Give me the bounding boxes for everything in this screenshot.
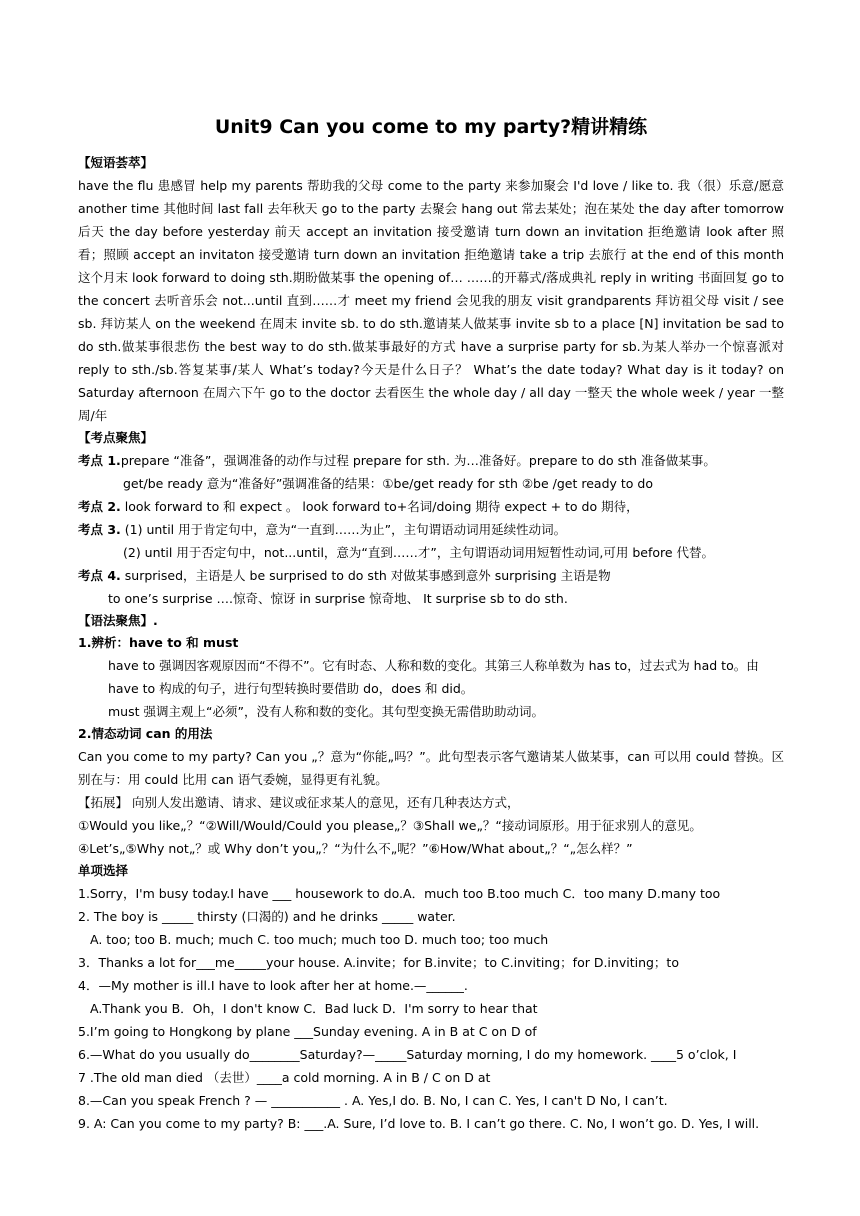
grammar-2-expressions-a: ①Would you like„？“②Will/Would/Could you please„？③Shall we„？“接动词原形。用于征求别人的意见。 — [78, 818, 702, 833]
grammar-2-extension: 【拓展】 向别人发出邀请、请求、建议或征求某人的意见，还有几种表达方式， — [78, 795, 520, 810]
phrases-paragraph: have the flu 患感冒 help my parents 帮助我的父母 come to the party 来参加聚会 I'd love / like to. 我（很）乐意/愿意 another time 其他时间 last fall 去年秋天 go to the party 去聚会 hang out 常去某处；泡在某处 the day after tomorrow 后天 the day before yesterday 前天 accept an invitation 接受邀请 turn down an invitation 拒绝邀请 look after 照看；照顾 accept an invitaton 接受邀请 turn down an invitation 拒绝邀请 take a trip 去旅行 at the end of this month 这个月末 look forward to doing sth.期盼做某事 the opening of… ……的开幕式/落成典礼 reply in writing 书面回复 go to the concert 去听音乐会 not...until 直到……才 meet my friend 会见我的朋友 visit grandparents 拜访祖父母 visit / see sb. 拜访某人 on the weekend 在周末 invite sb. to do sth.邀请某人做某事 invite sb to a place [N] invitation be sad to do sth.做某事很悲伤 the best way to do sth.做某事最好的方式 have a surprise party for sb.为某人举办一个惊喜派对 reply to sth./sb.答复某事/某人 What’s today?今天是什么日子？ What’s the date today? What day is it today? on Saturday afternoon 在周六下午 go to the doctor 去看医生 the whole day / all day 一整天 the whole week / year 一整周/年 — [78, 178, 784, 423]
point-2 — [78, 495, 784, 518]
question-9: 9. A: Can you come to my party? B: ___.A. Sure, I’d love to. B. I can’t go there. C. No, I won’t go. D. Yes, I will. — [78, 1116, 760, 1131]
point-4-label: 考点 4. — [78, 568, 121, 583]
point-4 — [78, 564, 784, 587]
document-page — [78, 114, 784, 1135]
point-4-sub: to one’s surprise ….惊奇、惊讶 in surprise 惊奇地、 It surprise sb to do sth. — [108, 591, 568, 606]
point-4-text: surprised，主语是人 be surprised to do sth 对做某事感到意外 surprising 主语是物 — [120, 568, 611, 583]
question-7: 7 .The old man died （去世）____a cold morning. A in B / C on D at — [78, 1070, 491, 1085]
quiz-heading: 单项选择 — [78, 863, 129, 878]
point-1 — [78, 449, 784, 472]
question-8: 8.—Can you speak French ? — ___________ . A. Yes,I do. B. No, I can C. Yes, I can't D No, I can’t. — [78, 1093, 668, 1108]
question-2-options: A. too; too B. much; much C. too much; much too D. much too; too much — [90, 932, 549, 947]
question-4: 4．—My mother is ill.I have to look after her at home.—______. — [78, 978, 468, 993]
point-2-text: look forward to 和 expect 。 look forward to+名词/doing 期待 expect + to do 期待， — [120, 499, 639, 514]
point-3-sub: (2) until 用于否定句中，not...until，意为“直到……才”，主句谓语动词用短暂性动词,可用 before 代替。 — [123, 545, 715, 560]
point-3-text: (1) until 用于肯定句中，意为“一直到……为止”，主句谓语动词用延续性动词。 — [120, 522, 567, 537]
grammar-1-must: must 强调主观上“必须”，没有人称和数的变化。其句型变换无需借助助动词。 — [108, 704, 544, 719]
grammar-heading: 【语法聚焦】. — [78, 613, 158, 628]
grammar-1-heading: 1.辨析：have to 和 must — [78, 635, 239, 650]
point-1-sub: get/be ready 意为“准备好”强调准备的结果：①be/get ready for sth ②be /get ready to do — [123, 476, 653, 491]
page-title: Unit9 Can you come to my party?精讲精练 — [214, 116, 648, 138]
grammar-2-expressions-b: ④Let’s„⑤Why not„？或 Why don’t you„？“为什么不„呢？”⑥How/What about„？“„怎么样？” — [78, 841, 633, 856]
grammar-2-can: Can you come to my party? Can you „？意为“你能„吗？”。此句型表示客气邀请某人做某事，can 可以用 could 替换。区别在与：用 could 比用 can 语气委婉，显得更有礼貌。 — [78, 749, 784, 787]
point-3-label: 考点 3. — [78, 522, 121, 537]
question-2: 2. The boy is _____ thirsty (口渴的) and he drinks _____ water. — [78, 909, 456, 924]
grammar-1-have-to: have to 强调因客观原因而“不得不”。它有时态、人称和数的变化。其第三人称单数为 has to，过去式为 had to。由 have to 构成的句子，进行句型转换时要借助 do，does 和 did。 — [108, 658, 759, 696]
point-1-text: prepare “准备”，强调准备的动作与过程 prepare for sth. 为…准备好。prepare to do sth 准备做某事。 — [120, 453, 716, 468]
question-5: 5.I’m going to Hongkong by plane ___Sunday evening. A in B at C on D of — [78, 1024, 537, 1039]
points-heading: 【考点聚焦】 — [78, 430, 154, 445]
question-4-options: A.Thank you B．Oh，I don't know C．Bad luck D．I'm sorry to hear that — [90, 1001, 538, 1016]
question-3: 3．Thanks a lot for___me_____your house. A.invite；for B.invite；to C.inviting；for D.inviting；to — [78, 955, 679, 970]
grammar-2-heading: 2.情态动词 can 的用法 — [78, 726, 213, 741]
point-1-label: 考点 1. — [78, 453, 121, 468]
question-1: 1.Sorry，I'm busy today.I have ___ housework to do.A．much too B.too much C．too many D.many too — [78, 886, 721, 901]
question-6: 6.—What do you usually do________Saturday?—_____Saturday morning, I do my homework. ____5 o’clok, I — [78, 1047, 737, 1062]
phrases-heading: 【短语荟萃】 — [78, 155, 154, 170]
point-3 — [78, 518, 784, 541]
point-2-label: 考点 2. — [78, 499, 121, 514]
